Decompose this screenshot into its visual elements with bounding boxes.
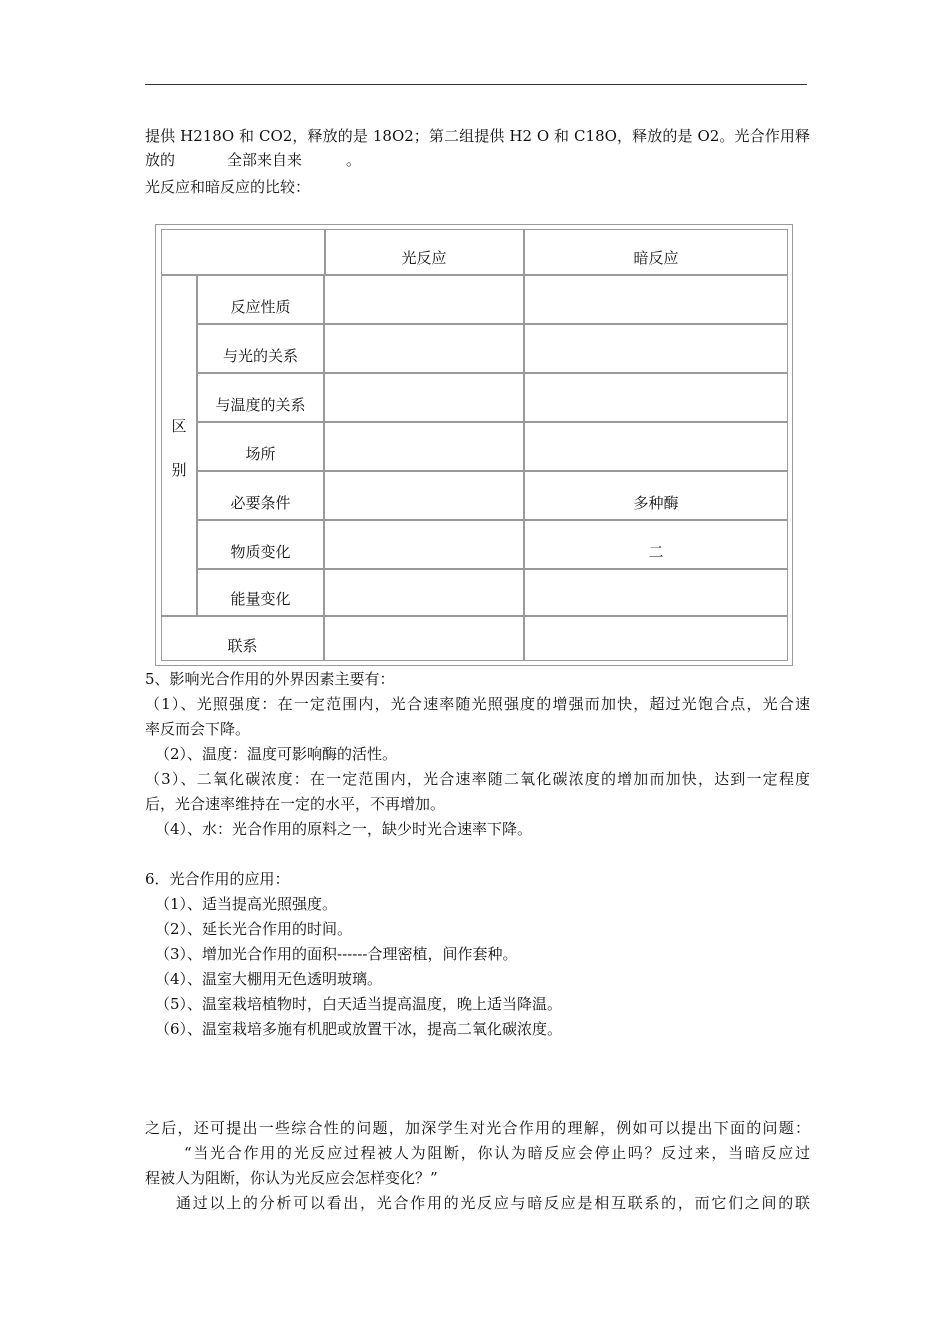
section5-item3-a: （3）、二氧化碳浓度：在一定范围内，光合速率随二氧化碳浓度的增加而加快，达到一定程度 <box>145 770 810 788</box>
section6-item: （6）、温室栽培多施有机肥或放置干冰，提高二氧化碳浓度。 <box>155 1020 563 1038</box>
table-cell-dark: 二 <box>524 520 788 569</box>
section5-item3-b: 后，光合速率维持在一定的水平，不再增加。 <box>145 795 446 813</box>
group-label-1: 区 <box>171 417 187 435</box>
table-cell-light <box>324 422 524 471</box>
link-cell-light <box>324 616 524 661</box>
table-cell-dark: 多种酶 <box>524 471 788 520</box>
closing-line-2: “当光合作用的光反应过程被人为阻断，你认为暗反应会停止吗？反过来，当暗反应过 <box>184 1144 810 1162</box>
section5-item4: （4）、水：光合作用的原料之一，缺少时光合速率下降。 <box>155 820 533 838</box>
table-row-label: 必要条件 <box>197 471 324 520</box>
closing-line-1: 之后，还可提出一些综合性的问题，加深学生对光合作用的理解，例如可以提出下面的问题： <box>145 1119 810 1137</box>
section6-item: （5）、温室栽培植物时，白天适当提高温度，晚上适当降温。 <box>155 995 563 1013</box>
intro-line-2-a: 放的 <box>145 151 176 169</box>
table-row-label: 反应性质 <box>197 275 324 324</box>
header-light-reaction: 光反应 <box>324 229 524 275</box>
section5-item2: （2）、温度：温度可影响酶的活性。 <box>155 745 398 763</box>
intro-line-2-c: 。 <box>346 151 362 169</box>
section6-title: 6．光合作用的应用： <box>145 870 290 888</box>
intro-line-2 <box>145 150 810 170</box>
closing-line-4: 通过以上的分析可以看出，光合作用的光反应与暗反应是相互联系的，而它们之间的联 <box>176 1194 810 1212</box>
table-row-label: 场所 <box>197 422 324 471</box>
link-cell-dark <box>524 616 788 661</box>
table-cell-dark <box>524 373 788 422</box>
table-cell-dark <box>524 275 788 324</box>
table-cell-light <box>324 520 524 569</box>
header-dark-reaction: 暗反应 <box>524 229 788 275</box>
table-row-label: 物质变化 <box>197 520 324 569</box>
link-row-label: 联系 <box>161 616 324 661</box>
table-cell-light <box>324 569 524 616</box>
comparison-table <box>155 224 793 666</box>
table-cell-light <box>324 275 524 324</box>
section5-item1-a: （1）、光照强度：在一定范围内，光合速率随光照强度的增强而加快，超过光饱合点，光合速 <box>145 695 810 713</box>
header-rule <box>145 84 807 85</box>
table-cell-light <box>324 471 524 520</box>
table-cell-light <box>324 373 524 422</box>
table-cell-light <box>324 324 524 373</box>
intro-line-1: 提供 H218O 和 CO2，释放的是 18O2；第二组提供 H2 O 和 C18O，释放的是 O2。光合作用释 <box>145 127 810 145</box>
table-row-label: 与温度的关系 <box>197 373 324 422</box>
intro-line-2-b: 全部来自来 <box>227 151 303 169</box>
header-empty-cell <box>161 229 326 275</box>
section6-item: （1）、适当提高光照强度。 <box>155 895 338 913</box>
section5-item1-b: 率反而会下降。 <box>145 720 251 738</box>
group-label-cell <box>161 275 197 616</box>
section6-item: （2）、延长光合作用的时间。 <box>155 920 353 938</box>
table-row-label: 与光的关系 <box>197 324 324 373</box>
table-row-label: 能量变化 <box>197 569 324 616</box>
table-cell-dark <box>524 569 788 616</box>
table-cell-dark <box>524 422 788 471</box>
table-cell-dark <box>524 324 788 373</box>
compare-title: 光反应和暗反应的比较： <box>145 178 311 196</box>
group-label-2: 别 <box>171 461 187 479</box>
section6-item: （3）、增加光合作用的面积------合理密植，间作套种。 <box>155 945 518 963</box>
section6-item: （4）、温室大棚用无色透明玻璃。 <box>155 970 383 988</box>
section5-title: 5、影响光合作用的外界因素主要有： <box>145 670 395 688</box>
closing-line-3: 程被人为阻断，你认为光反应会怎样变化？” <box>145 1169 438 1187</box>
